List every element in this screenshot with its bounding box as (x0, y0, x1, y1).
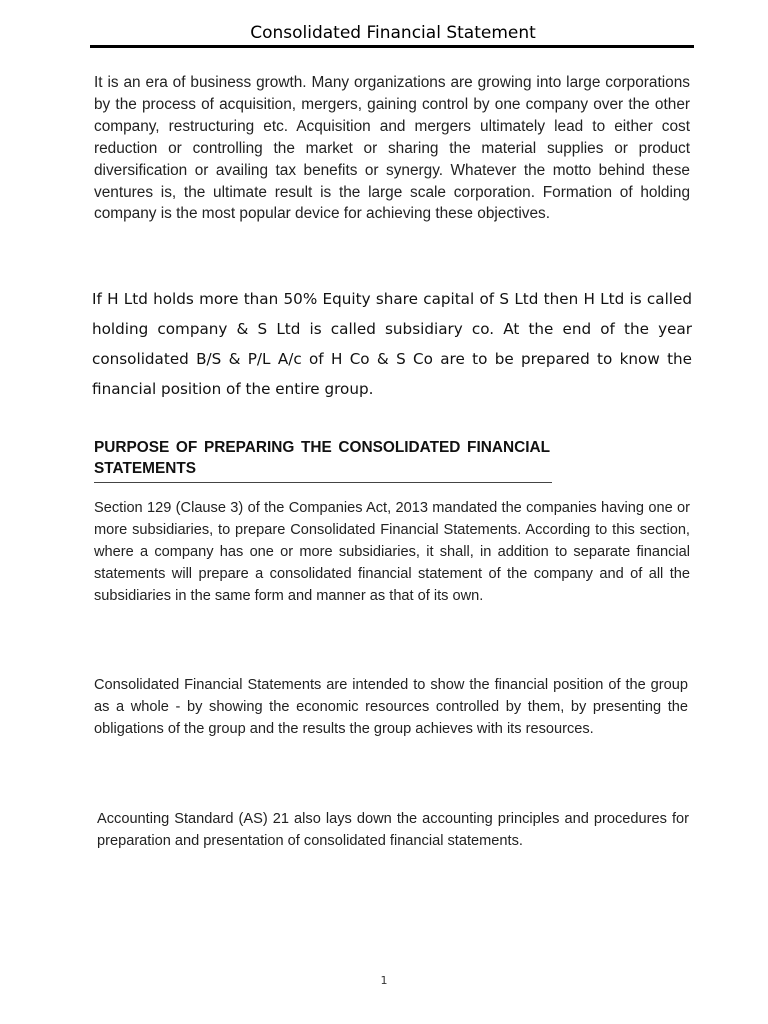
as21-paragraph: Accounting Standard (AS) 21 also lays down the accounting principles and procedures for preparation and presentation of consolidated financial statements. (97, 811, 689, 849)
intro-paragraph: It is an era of business growth. Many organizations are growing into large corporations by the process of acquisition, mergers, gaining control by one company over the other company, restructuring etc. Acquisition and mergers ultimately lead to either cost reduction or controlling the market or sharing the material supplies or product diversification or availing tax benefits or synergy. Whatever the motto behind these ventures is, the ultimate result is the large scale corporation. Formation of holding company is the most popular device for achieving these objectives. (94, 74, 690, 223)
page-title: Consolidated Financial Statement (250, 23, 536, 43)
page-number: 1 (380, 974, 388, 987)
section-heading-underline (94, 482, 552, 483)
section-129-paragraph: Section 129 (Clause 3) of the Companies Act, 2013 mandated the companies having one or more subsidiaries, to prepare Consolidated Financial Statements. According to this section, where a company has one or more subsidiaries, it shall, in addition to separate financial statements will prepare a consolidated financial statement of the company and of all the subsidiaries in the same form and manner as that of its own. (94, 500, 690, 604)
holding-definition-paragraph: If H Ltd holds more than 50% Equity share capital of S Ltd then H Ltd is called holding company & S Ltd is called subsidiary co. At the end of the year consolidated B/S & P/L A/c of H Co & S Co are to be prepared to know the financial position of the entire group. (92, 290, 692, 398)
intent-paragraph: Consolidated Financial Statements are intended to show the financial position of the group as a whole - by showing the economic resources controlled by them, by presenting the obligations of the group and the results the group achieves with its resources. (94, 677, 688, 737)
title-underline (90, 45, 694, 48)
section-heading: PURPOSE OF PREPARING THE CONSOLIDATED FINANCIAL STATEMENTS (94, 439, 550, 477)
